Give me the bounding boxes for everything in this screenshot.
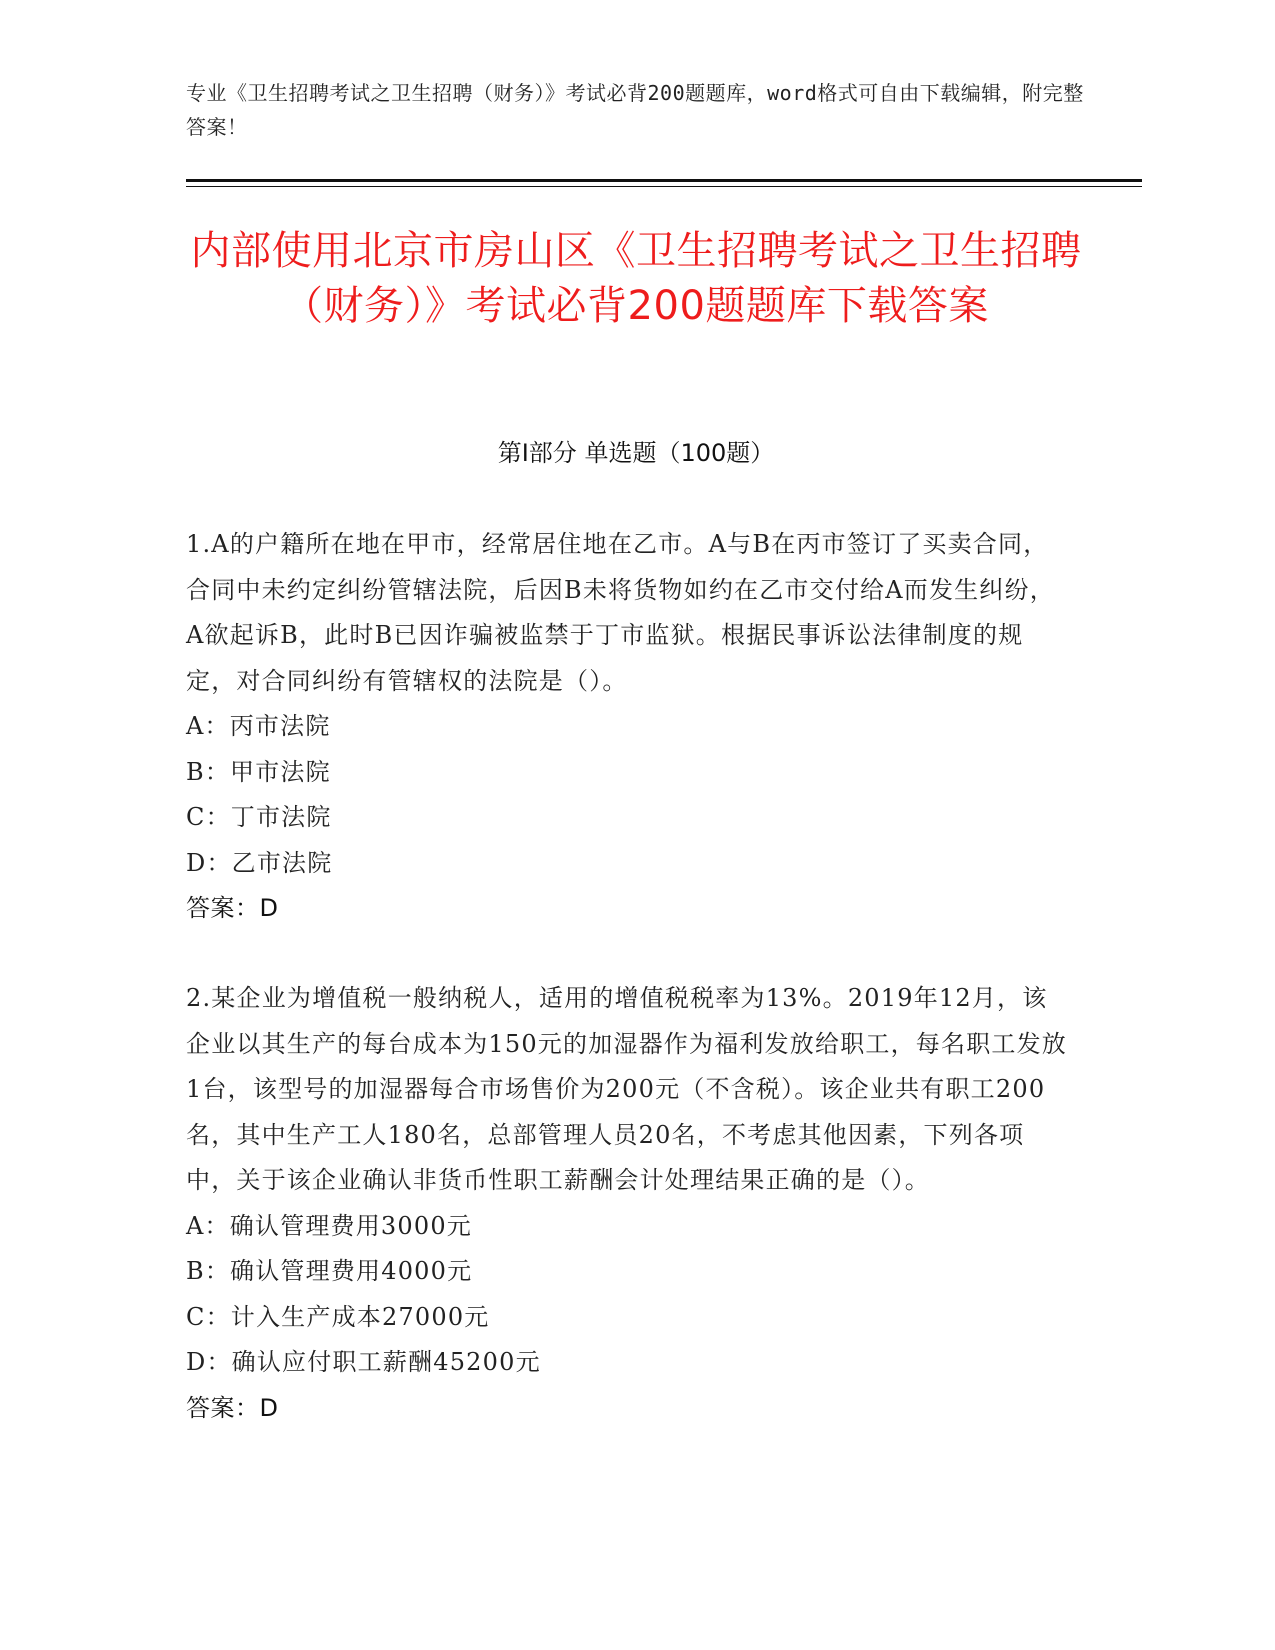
document-title: 内部使用北京市房山区《卫生招聘考试之卫生招聘（财务）》考试必背200题题库下载答案: [190, 228, 1082, 329]
header-note: 专业《卫生招聘考试之卫生招聘（财务）》考试必背200题题库，word格式可自由下载编辑，附完整答案！: [186, 81, 1084, 139]
option-b: B：甲市法院: [186, 757, 331, 786]
option-b: B：确认管理费用4000元: [186, 1257, 473, 1285]
option-c: C：丁市法院: [186, 803, 332, 831]
answer-line: 答案：D: [186, 1393, 279, 1422]
section-title: 第I部分 单选题（100题）: [497, 439, 775, 467]
question-2: [186, 976, 1072, 1431]
header-divider-thick: [186, 179, 1142, 182]
question-stem: 2.某企业为增值税一般纳税人，适用的增值税税率为13%。2019年12月，该企业以其生产的每台成本为150元的加湿器作为福利发放给职工，每名职工发放1台，该型号的加湿器每合市场售价为200元（不含税）。该企业共有职工200名，其中生产工人180名，总部管理人员20名，不考虑其他因素，下列各项中，关于该企业确认非货币性职工薪酬会计处理结果正确的是（）。: [186, 984, 1068, 1194]
option-c: C：计入生产成本27000元: [186, 1302, 490, 1331]
answer-line: 答案：D: [186, 894, 279, 922]
option-d: D：确认应付职工薪酬45200元: [186, 1348, 541, 1376]
header-divider-thin: [186, 186, 1142, 187]
option-d: D：乙市法院: [186, 848, 333, 877]
option-a: A：确认管理费用3000元: [186, 1211, 473, 1240]
question-1: [186, 522, 1072, 932]
option-a: A：丙市法院: [186, 712, 331, 740]
question-stem: 1.A的户籍所在地在甲市，经常居住地在乙市。A与B在丙市签订了买卖合同，合同中未约定纠纷管辖法院，后因B未将货物如约在乙市交付给A而发生纠纷，A欲起诉B，此时B已因诈骗被监禁于丁市监狱。根据民事诉讼法律制度的规定，对合同纠纷有管辖权的法院是（）。: [186, 530, 1055, 695]
